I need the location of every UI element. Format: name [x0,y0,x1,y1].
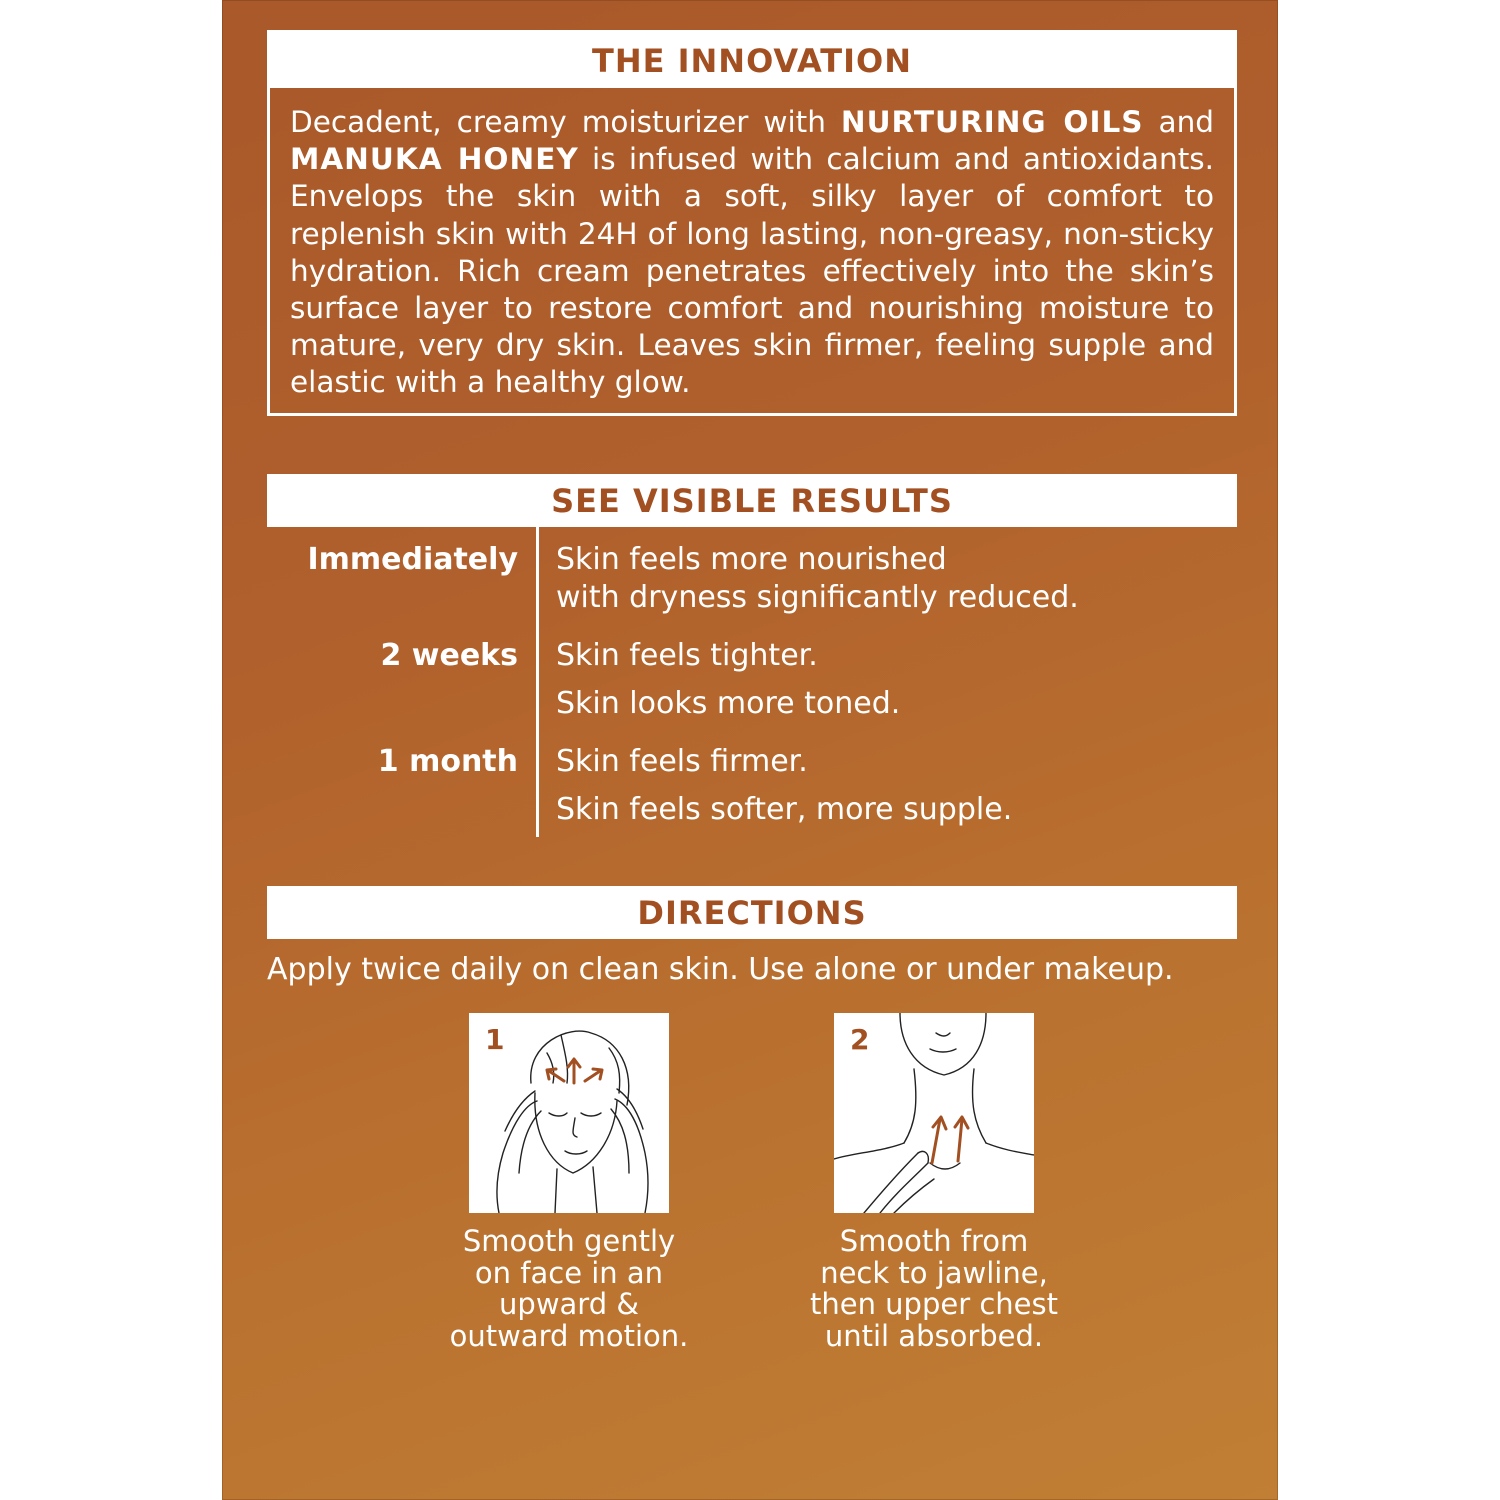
step-1-caption [419,1226,719,1352]
result-text: with dryness significantly reduced. [556,580,1079,615]
results-table [267,527,1237,837]
face-massage-icon [469,1013,669,1213]
caption-line: upward & [499,1287,639,1321]
caption-line: until absorbed. [824,1318,1044,1353]
innovation-bold-honey: MANUKA HONEY [290,142,579,177]
result-text: Skin feels more nourished [556,542,947,577]
caption-line: outward motion. [449,1318,689,1353]
step-1-illustration [469,1013,669,1213]
results-heading: SEE VISIBLE RESULTS [267,474,1237,527]
innovation-and: and [1143,105,1214,139]
innovation-text [270,88,1234,402]
caption-line: neck to jawline, [820,1255,1048,1290]
caption-line: then upper chest [809,1287,1058,1321]
result-label-1-month: 1 month [377,744,518,779]
result-text: Skin looks more toned. [556,686,901,721]
result-text: Skin feels tighter. [556,638,818,673]
step-2-illustration [834,1013,1034,1213]
caption-line: Smooth from [839,1224,1029,1258]
step-2-caption [784,1226,1084,1352]
result-text: Skin feels firmer. [556,744,808,779]
directions-heading: DIRECTIONS [267,886,1237,939]
caption-line: on face in an [474,1255,664,1290]
apply-instructions: Apply twice daily on clean skin. Use alone or under makeup. [267,952,1174,987]
package-panel [222,0,1278,1500]
innovation-bold-oils: NURTURING OILS [840,105,1144,139]
caption-line: Smooth gently [462,1224,676,1258]
result-label-2-weeks: 2 weeks [380,638,518,673]
innovation-intro: Decadent, creamy moisturizer with [290,105,841,139]
step-2-number: 2 [850,1023,870,1056]
innovation-box [267,30,1237,416]
result-text: Skin feels softer, more supple. [556,792,1013,827]
step-1-number: 1 [485,1023,505,1056]
innovation-heading: THE INNOVATION [270,33,1234,88]
neck-massage-icon [834,1013,1034,1213]
result-label-immediately: Immediately [307,542,518,577]
innovation-body: is infused with calcium and antioxidants. Envelops the skin with a soft, silky layer of comfort to replenish skin with 24H of long lasting, non-greasy, non-sticky hydration. Rich cream penetrates effectively into the skin’s surface layer to restore comfort and nourishing moisture to mature, very dry skin. Leaves skin firmer, feeling supple and elastic with a healthy glow. [290,142,1215,400]
results-divider [536,527,539,837]
